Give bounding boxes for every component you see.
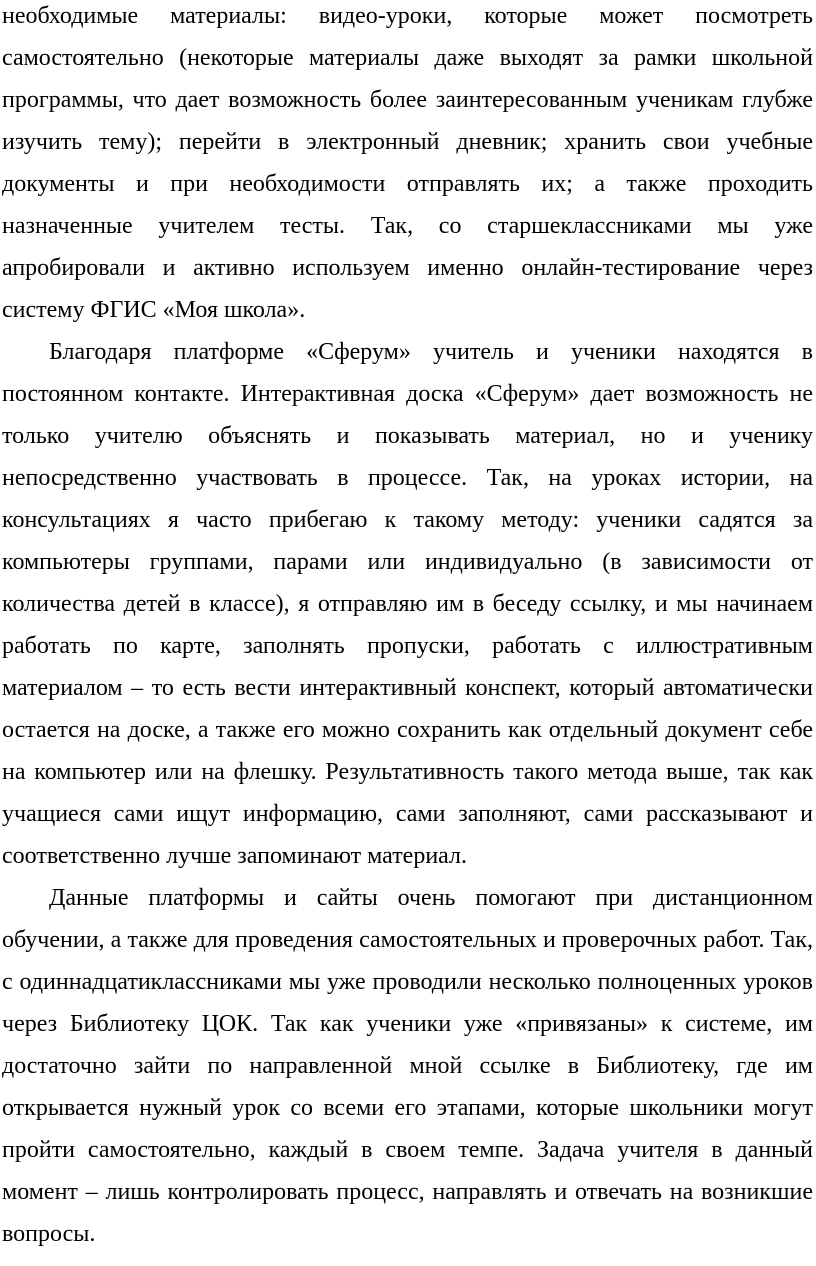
text-line: количества детей в классе), я отправляю им в беседу ссылку, и мы начинаем bbox=[2, 591, 813, 617]
text-line: Благодаря платформе «Сферум» учитель и ученики находятся в bbox=[49, 339, 813, 365]
text-line: учащиеся сами ищут информацию, сами заполняют, сами рассказывают и bbox=[2, 801, 813, 827]
text-line: программы, что дает возможность более заинтересованным ученикам глубже bbox=[2, 87, 813, 113]
text-line: систему ФГИС «Моя школа». bbox=[2, 297, 306, 323]
text-line: пройти самостоятельно, каждый в своем темпе. Задача учителя в данный bbox=[2, 1137, 813, 1163]
text-line: достаточно зайти по направленной мной ссылке в Библиотеку, где им bbox=[2, 1053, 813, 1079]
text-line: момент – лишь контролировать процесс, направлять и отвечать на возникшие bbox=[2, 1179, 813, 1205]
text-line: апробировали и активно используем именно онлайн-тестирование через bbox=[2, 255, 813, 281]
text-line: только учителю объяснять и показывать материал, но и ученику bbox=[2, 423, 813, 449]
text-line: на компьютер или на флешку. Результативность такого метода выше, так как bbox=[2, 759, 813, 785]
text-line: с одиннадцатиклассниками мы уже проводили несколько полноценных уроков bbox=[2, 969, 813, 995]
text-line: назначенные учителем тесты. Так, со старшеклассниками мы уже bbox=[2, 213, 813, 239]
text-line: непосредственно участвовать в процессе. Так, на уроках истории, на bbox=[2, 465, 813, 491]
text-line: самостоятельно (некоторые материалы даже выходят за рамки школьной bbox=[2, 45, 813, 71]
text-line: документы и при необходимости отправлять их; а также проходить bbox=[2, 171, 813, 197]
text-line: вопросы. bbox=[2, 1221, 96, 1247]
text-line: Данные платформы и сайты очень помогают при дистанционном bbox=[49, 885, 813, 911]
text-line: необходимые материалы: видео-уроки, которые может посмотреть bbox=[2, 3, 813, 29]
text-line: открывается нужный урок со всеми его этапами, которые школьники могут bbox=[2, 1095, 813, 1121]
text-line: через Библиотеку ЦОК. Так как ученики уже «привязаны» к системе, им bbox=[2, 1011, 813, 1037]
text-line: компьютеры группами, парами или индивидуально (в зависимости от bbox=[2, 549, 813, 575]
text-line: материалом – то есть вести интерактивный конспект, который автоматически bbox=[2, 675, 813, 701]
text-line: изучить тему); перейти в электронный дневник; хранить свои учебные bbox=[2, 129, 813, 155]
text-line: остается на доске, а также его можно сохранить как отдельный документ себе bbox=[2, 717, 813, 743]
text-line: соответственно лучше запоминают материал. bbox=[2, 843, 468, 869]
text-line: постоянном контакте. Интерактивная доска «Сферум» дает возможность не bbox=[2, 381, 813, 407]
text-line: обучении, а также для проведения самостоятельных и проверочных работ. Так, bbox=[2, 927, 813, 953]
text-line: работать по карте, заполнять пропуски, работать с иллюстративным bbox=[2, 633, 813, 659]
text-line: консультациях я часто прибегаю к такому методу: ученики садятся за bbox=[2, 507, 813, 533]
